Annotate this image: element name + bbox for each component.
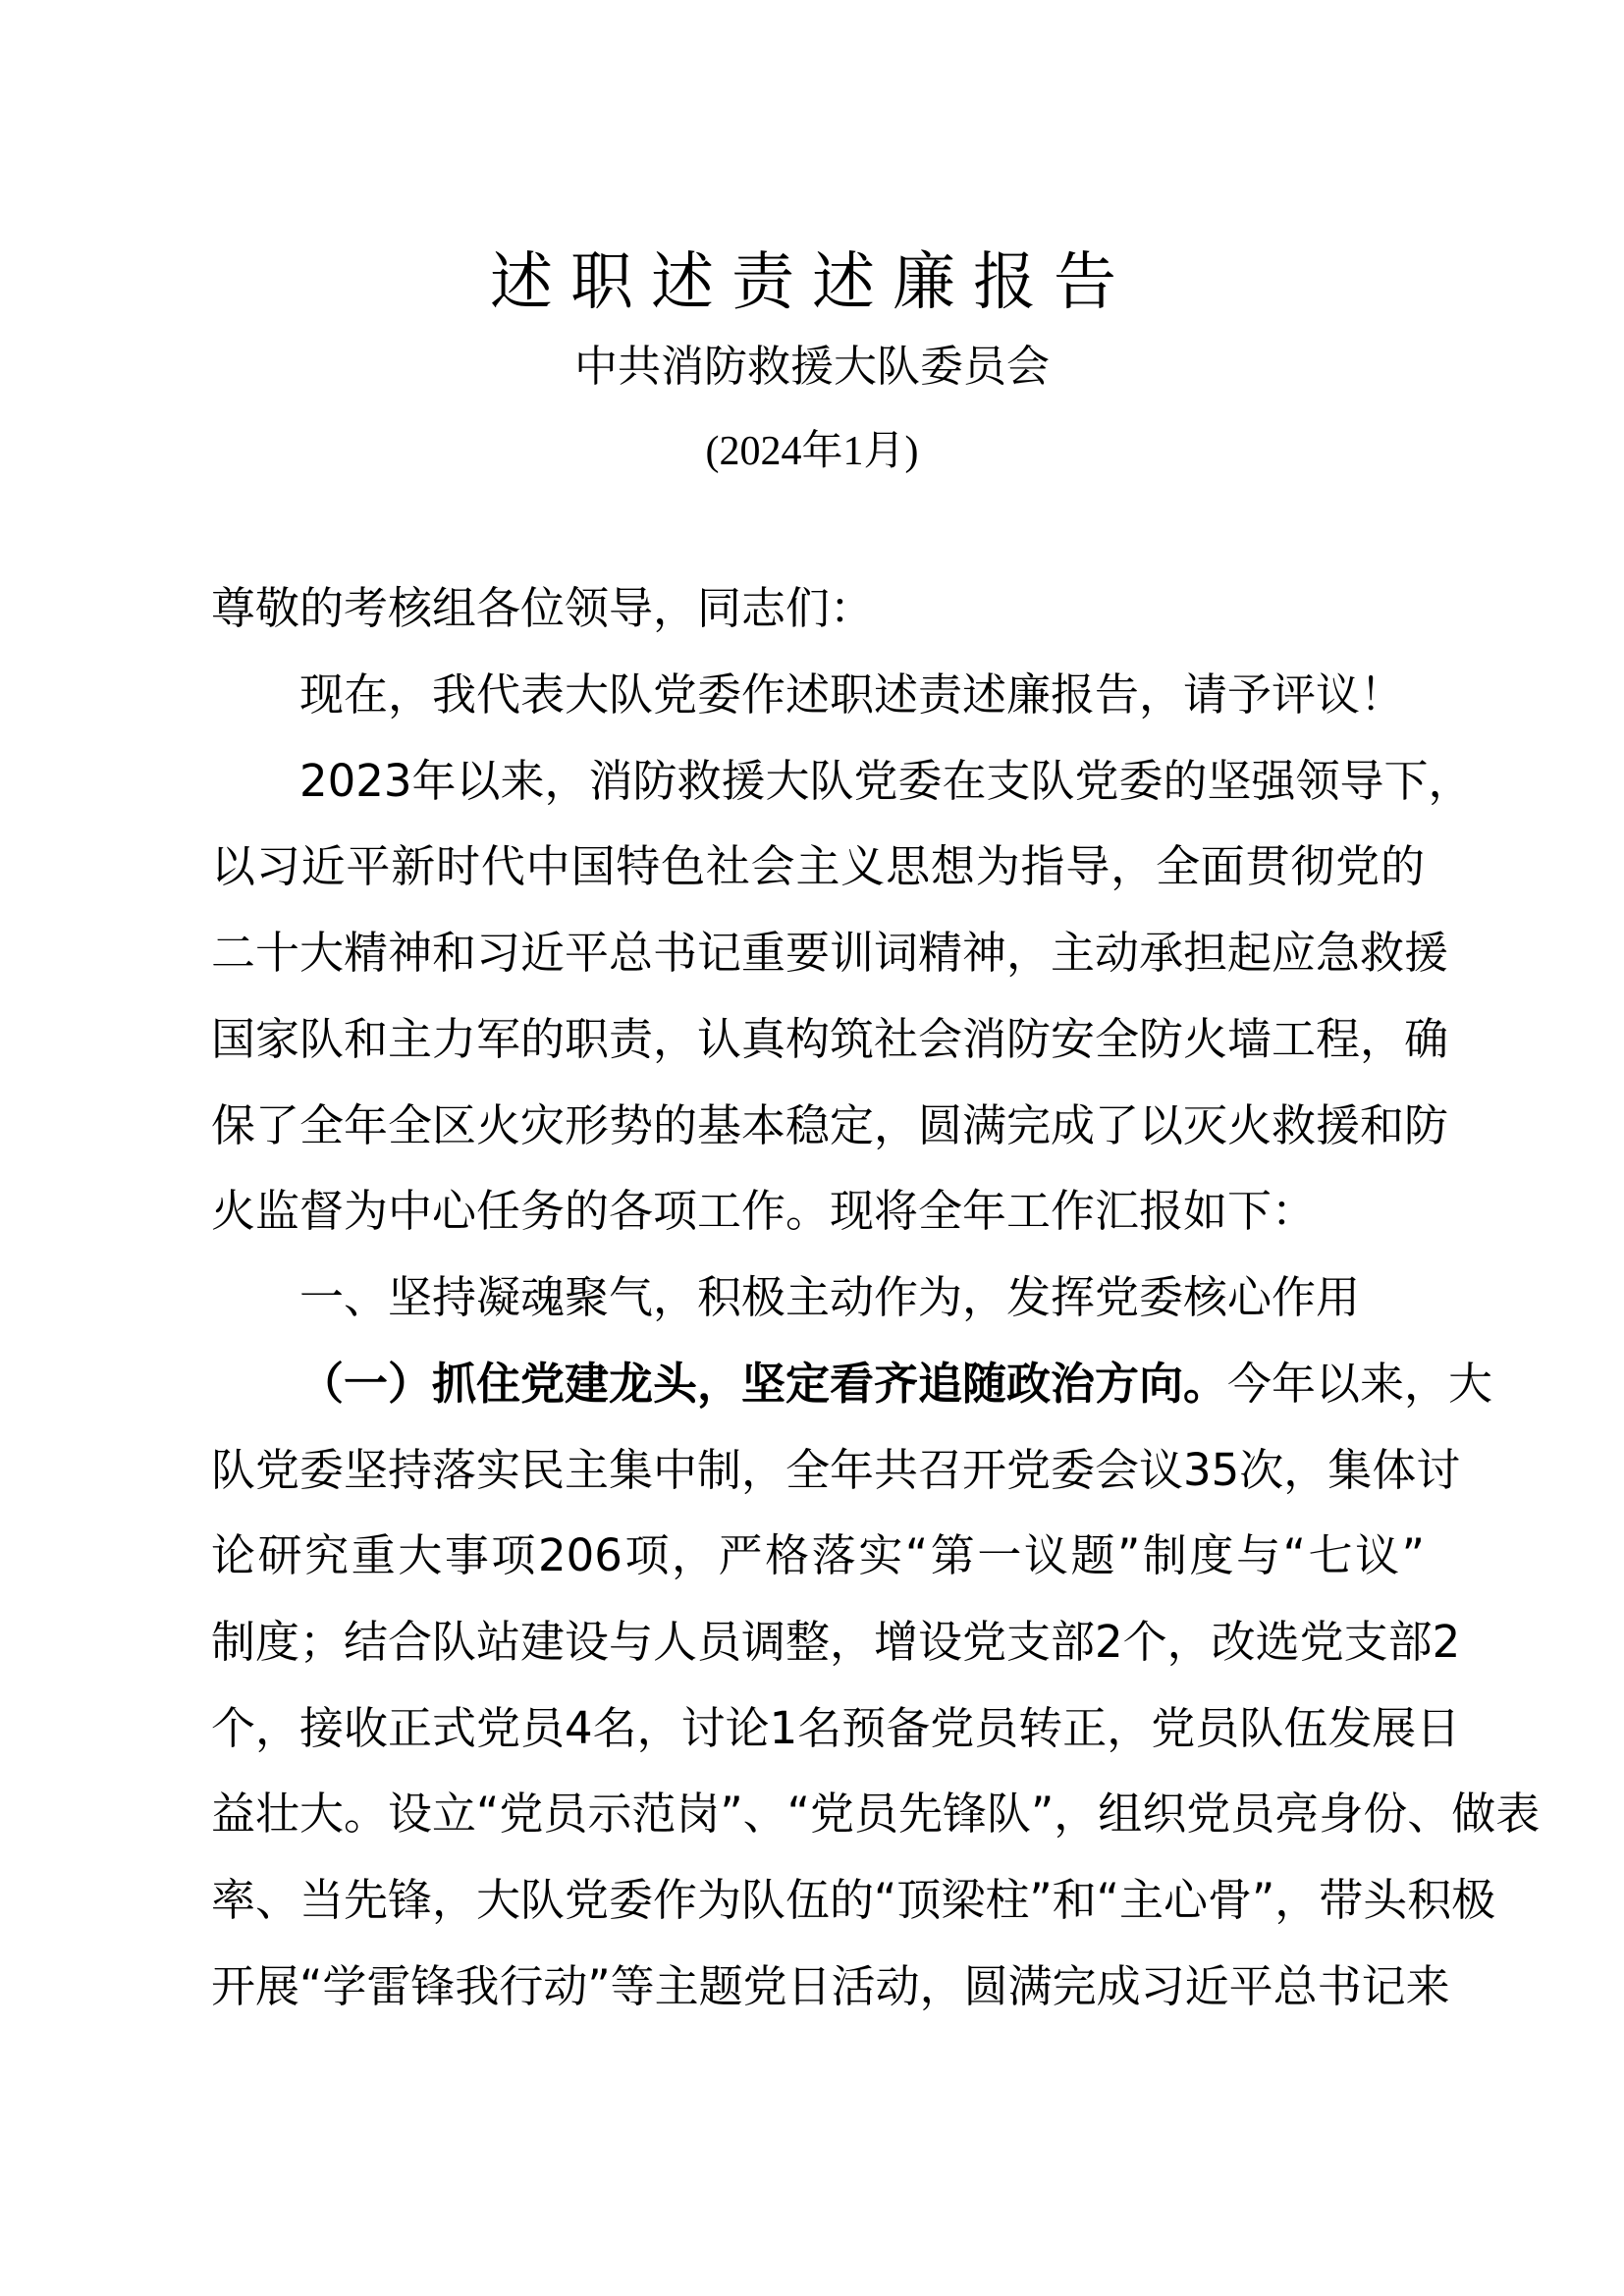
document-title: 述职述责述廉报告 <box>490 246 1134 319</box>
paragraph-line: 以习近平新时代中国特色社会主义思想为指导，全面贯彻党的 <box>211 840 1425 892</box>
intro-paragraph: 现在，我代表大队党委作述职述责述廉报告，请予评议！ <box>299 668 1405 721</box>
paragraph-line: 率、当先锋，大队党委作为队伍的“顶梁柱”和“主心骨”，带头积极 <box>211 1874 1496 1926</box>
greeting: 尊敬的考核组各位领导，同志们： <box>211 582 875 634</box>
section-heading: 一、坚持凝魂聚气，积极主动作为，发挥党委核心作用 <box>299 1271 1361 1323</box>
paragraph-line <box>299 1341 1493 1427</box>
paragraph-line: 火监督为中心任务的各项工作。现将全年工作汇报如下： <box>211 1185 1317 1237</box>
paragraph-line: 国家队和主力军的职责，认真构筑社会消防安全防火墙工程，确 <box>211 1013 1449 1065</box>
paragraph-line: 制度；结合队站建设与人员调整，增设党支部2个，改选党支部2 <box>211 1616 1461 1668</box>
paragraph-line: 个，接收正式党员4名，讨论1名预备党员转正，党员队伍发展日 <box>211 1702 1461 1754</box>
paragraph-line: 益壮大。设立“党员示范岗”、“党员先锋队”，组织党员亮身份、做表 <box>211 1788 1541 1840</box>
document-subtitle: 中共消防救援大队委员会 <box>574 342 1050 392</box>
paragraph-line: 2023年以来，消防救援大队党委在支队党委的坚强领导下， <box>299 755 1473 807</box>
paragraph-text: 今年以来，大 <box>1227 1358 1493 1410</box>
paragraph-line: 论研究重大事项206项，严格落实“第一议题”制度与“七议” <box>211 1529 1425 1581</box>
subsection-heading: （一）抓住党建龙头，坚定看齐追随政治方向。 <box>299 1358 1228 1410</box>
document-date: (2024年1月) <box>705 429 919 474</box>
paragraph-line: 二十大精神和习近平总书记重要训词精神，主动承担起应急救援 <box>211 927 1449 979</box>
paragraph-line: 开展“学雷锋我行动”等主题党日活动，圆满完成习近平总书记来 <box>211 1960 1450 2012</box>
paragraph-line: 保了全年全区火灾形势的基本稳定，圆满完成了以灭火救援和防 <box>211 1099 1449 1151</box>
paragraph-line: 队党委坚持落实民主集中制，全年共召开党委会议35次，集体讨 <box>211 1444 1461 1496</box>
